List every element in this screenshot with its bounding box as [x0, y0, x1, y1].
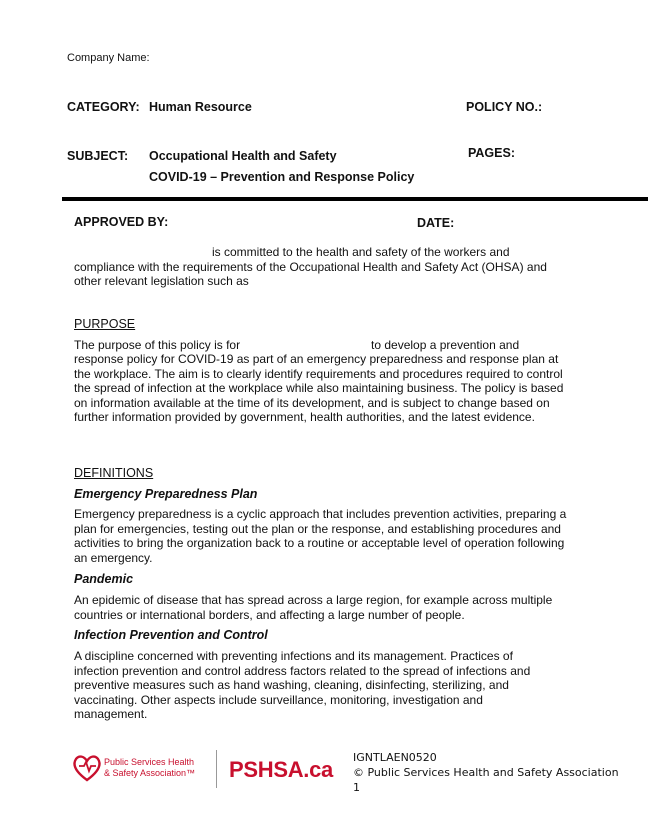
subject-line-1: Occupational Health and Safety [149, 149, 337, 163]
definition-text: Emergency preparedness is a cyclic approach that includes prevention activities, preparing a plan for emergencies, testing out the plan or the response, and establishing procedures and activities to bring the organization back to a routine or acceptable level of operation following an emergency. [74, 507, 567, 565]
pshsa-brand: PSHSA.ca [229, 757, 333, 782]
intro-line-1: is committed to the health and safety of the workers and [212, 245, 510, 259]
purpose-line-1a: The purpose of this policy is for [74, 338, 241, 352]
subject-label: SUBJECT: [67, 149, 129, 163]
purpose-heading: PURPOSE [74, 317, 136, 331]
category-value: Human Resource [149, 100, 252, 114]
approved-by-label: APPROVED BY: [74, 215, 169, 229]
pshsa-logo-icon [70, 750, 104, 784]
subject-line-2: COVID-19 – Prevention and Response Policy [149, 170, 415, 184]
org-name-line-2: & Safety Association™ [104, 768, 196, 778]
intro-line-3: other relevant legislation such as [74, 274, 249, 288]
definition-text: An epidemic of disease that has spread across a large region, for example across multiple countries or international borders, and affecting a large number of people. [74, 593, 553, 622]
definitions-heading: DEFINITIONS [74, 466, 154, 480]
footer-separator [216, 750, 217, 788]
pages-label: PAGES: [468, 146, 515, 160]
purpose-body: response policy for COVID-19 as part of an emergency preparedness and response plan at the workplace. The aim is to clearly identify requirements and procedures required to control the spread of infection at the workplace while also maintaining business. The policy is based on information available at the time of its development, and is subject to change based on further information provided by government, health authorities, and the latest evidence. [74, 352, 564, 425]
copyright-notice: © Public Services Health and Safety Association [353, 766, 619, 779]
page-number: 1 [353, 781, 360, 794]
policy-no-label: POLICY NO.: [466, 100, 543, 114]
org-name-line-1: Public Services Health [104, 757, 195, 767]
date-label: DATE: [417, 216, 455, 230]
purpose-line-1b: to develop a prevention and [371, 338, 520, 352]
definition-term: Pandemic [74, 572, 134, 586]
document-code: IGNTLAEN0520 [353, 751, 437, 764]
company-name-label: Company Name: [67, 52, 150, 64]
header-divider [62, 197, 648, 201]
definition-term: Infection Prevention and Control [74, 628, 268, 642]
definition-text: A discipline concerned with preventing infections and its management. Practices of infection prevention and control address factors related to the spread of infections and preventive measures such as hand washing, cleaning, disinfecting, sterilizing, and vaccinating. Other aspects include surveillance, monitoring, investigation and management. [74, 649, 531, 722]
category-label: CATEGORY: [67, 100, 140, 114]
intro-line-2: compliance with the requirements of the Occupational Health and Safety Act (OHSA) and [74, 260, 547, 274]
definition-term: Emergency Preparedness Plan [74, 487, 258, 501]
